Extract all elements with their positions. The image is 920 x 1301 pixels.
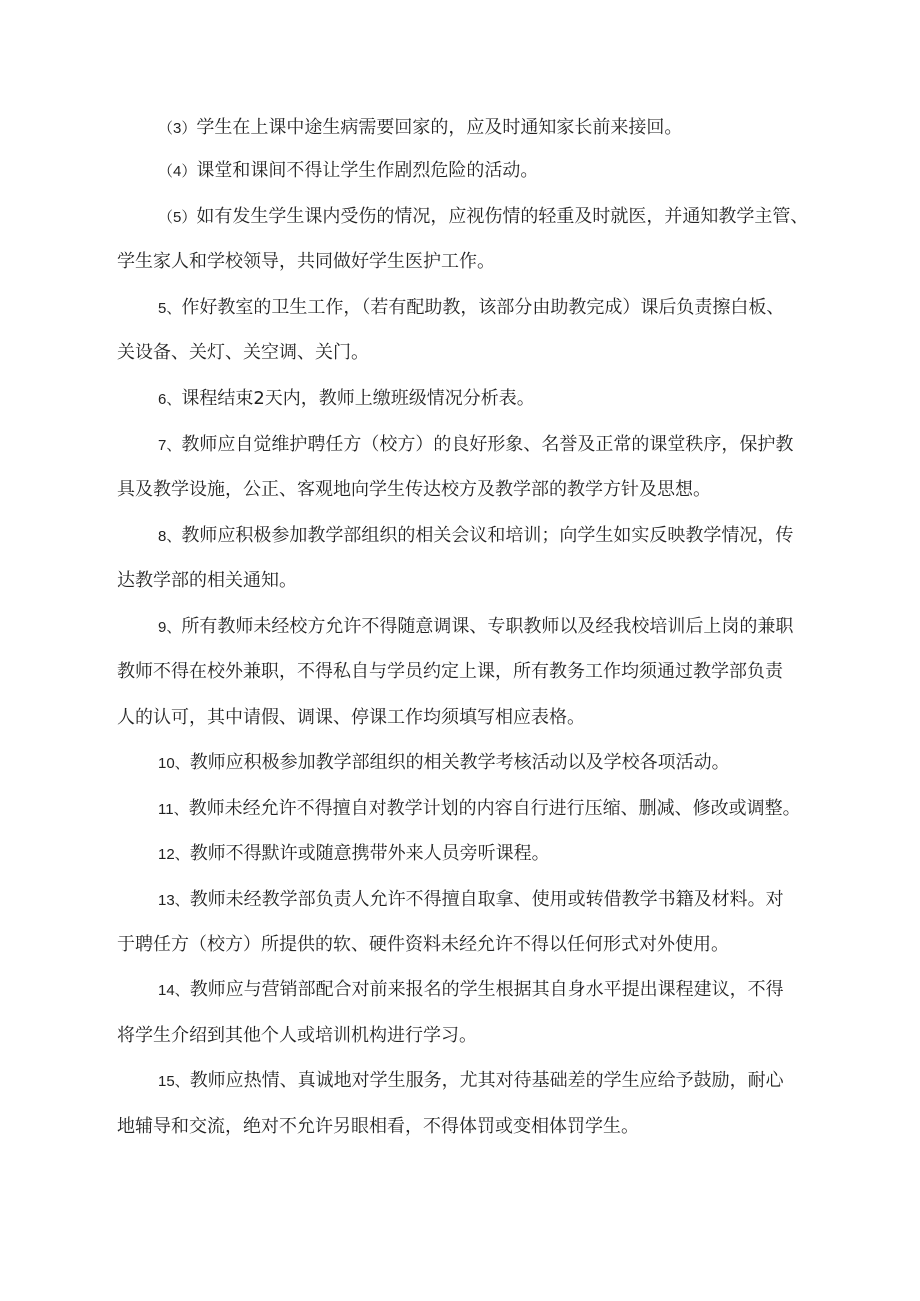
text-line: 7、教师应自觉维护聘任方（校方）的良好形象、名誉及正常的课堂秩序，保护教 [158,434,794,455]
text-line: 人的认可，其中请假、调课、停课工作均须填写相应表格。 [117,707,585,728]
text-line: （3）学生在上课中途生病需要回家的，应及时通知家长前来接回。 [158,117,683,138]
text-line: 15、教师应热情、真诚地对学生服务，尤其对待基础差的学生应给予鼓励，耐心 [158,1070,784,1091]
text-line: 5、作好教室的卫生工作，（若有配助教，该部分由助教完成）课后负责擦白板、 [158,297,785,318]
text-line: 11、教师未经允许不得擅自对教学计划的内容自行进行压缩、删减、修改或调整。 [158,798,801,819]
text-line: （5）如有发生学生课内受伤的情况，应视伤情的轻重及时就医，并通知教学主管、 [158,206,809,227]
text-line: 关设备、关灯、关空调、关门。 [117,342,369,363]
text-line: 6、课程结束2天内，教师上缴班级情况分析表。 [158,388,535,409]
text-line: 地辅导和交流，绝对不允许另眼相看，不得体罚或变相体罚学生。 [117,1116,639,1137]
text-line: 于聘任方（校方）所提供的软、硬件资料未经允许不得以任何形式对外使用。 [117,934,729,955]
text-line: 达教学部的相关通知。 [117,570,297,591]
text-line: 13、教师未经教学部负责人允许不得擅自取拿、使用或转借教学书籍及材料。对 [158,889,784,910]
text-line: 将学生介绍到其他个人或培训机构进行学习。 [117,1025,477,1046]
text-line: 14、教师应与营销部配合对前来报名的学生根据其自身水平提出课程建议，不得 [158,979,784,1000]
text-line: 12、教师不得默许或随意携带外来人员旁听课程。 [158,843,550,864]
text-line: 教师不得在校外兼职，不得私自与学员约定上课，所有教务工作均须通过教学部负责 [117,661,783,682]
text-line: 具及教学设施，公正、客观地向学生传达校方及教学部的教学方针及思想。 [117,479,711,500]
text-line: 8、教师应积极参加教学部组织的相关会议和培训；向学生如实反映教学情况，传 [158,525,794,546]
text-line: 9、所有教师未经校方允许不得随意调课、专职教师以及经我校培训后上岗的兼职 [158,616,794,637]
text-line: 学生家人和学校领导，共同做好学生医护工作。 [117,251,495,272]
text-line: 10、教师应积极参加教学部组织的相关教学考核活动以及学校各项活动。 [158,752,730,773]
text-line: （4）课堂和课间不得让学生作剧烈危险的活动。 [158,160,539,181]
